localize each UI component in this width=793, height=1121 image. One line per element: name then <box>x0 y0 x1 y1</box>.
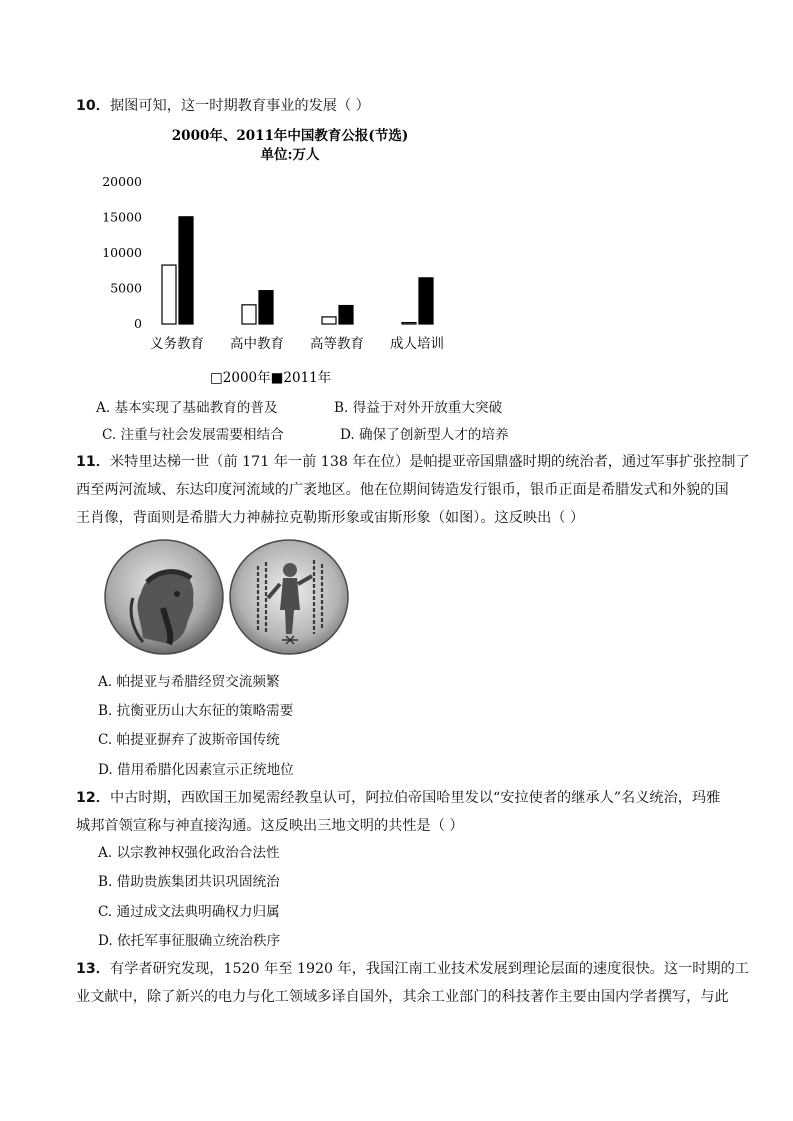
y-tick-label: 10000 <box>102 245 142 260</box>
q12-stem-line-1 <box>76 788 720 808</box>
q11-stem-text-1: 米特里达梯一世（前 171 年一前 138 年在位）是帕提亚帝国鼎盛时期的统治者，通过军事扩张控制了 <box>109 454 750 470</box>
y-tick-label: 0 <box>134 316 142 331</box>
q11-option-c[interactable]: C. 帕提亚摒弃了波斯帝国传统 <box>98 732 280 748</box>
bar-2011-3 <box>419 278 433 324</box>
legend-marker-0: □ <box>210 370 223 386</box>
q10-number: 10． <box>76 98 110 114</box>
bar-2011-2 <box>339 306 353 324</box>
y-tick-label: 5000 <box>110 280 142 296</box>
chart-title: 2000年、2011年中国教育公报(节选) <box>171 128 409 144</box>
bar-2011-1 <box>259 291 273 324</box>
q10-option-c[interactable]: C. 注重与社会发展需要相结合 <box>102 427 284 443</box>
x-category-label: 义务教育 <box>150 336 204 352</box>
q13-stem-text-1: 有学者研究发现，1520 年至 1920 年，我国江南工业技术发展到理论层面的速度很快。这一时期的工 <box>109 961 749 977</box>
q10-option-d[interactable]: D. 确保了创新型人才的培养 <box>340 427 509 443</box>
q13-stem-line-2: 业文献中，除了新兴的电力与化工领域多译自国外，其余工业部门的科技著作主要由国内学者撰写，与此 <box>76 989 729 1005</box>
q12-option-b[interactable]: B. 借助贵族集团共识巩固统治 <box>98 874 280 890</box>
legend-label-1: 2011年 <box>283 370 332 386</box>
x-category-label: 成人培训 <box>390 336 444 352</box>
legend-label-0: 2000年 <box>222 370 271 386</box>
bar-2000-2 <box>322 317 336 324</box>
q13-number: 13． <box>76 961 110 977</box>
coin-obverse-image <box>103 538 225 656</box>
q11-stem-line-2: 西至两河流域、东达印度河流域的广袤地区。他在位期间铸造发行银币，银币正面是希腊发式和外貌的国 <box>76 482 729 498</box>
q11-stem-line-1 <box>76 452 750 472</box>
q12-number: 12． <box>76 790 110 806</box>
q12-option-c[interactable]: C. 通过成文法典明确权力归属 <box>98 904 280 920</box>
chart-legend <box>210 369 331 386</box>
bar-2011-0 <box>179 217 193 324</box>
bar-2000-0 <box>162 265 176 324</box>
q11-option-a[interactable]: A. 帕提亚与希腊经贸交流频繁 <box>98 674 280 690</box>
q10-stem-text: 据图可知，这一时期教育事业的发展（ ） <box>109 98 370 114</box>
q11-stem-line-3: 王肖像，背面则是希腊大力神赫拉克勒斯形象或宙斯形象（如图）。这反映出（ ） <box>76 510 585 526</box>
y-tick-label: 15000 <box>102 209 142 225</box>
y-tick-label: 20000 <box>102 174 142 189</box>
bar-2000-3 <box>402 323 416 324</box>
q12-option-d[interactable]: D. 依托军事征服确立统治秩序 <box>98 933 281 949</box>
x-category-label: 高中教育 <box>230 336 284 352</box>
legend-marker-1: ■ <box>270 370 284 386</box>
q11-option-b[interactable]: B. 抗衡亚历山大东征的策略需要 <box>98 703 294 719</box>
q10-stem <box>76 96 370 116</box>
q11-number: 11． <box>76 454 110 470</box>
bar-2000-1 <box>242 305 256 324</box>
q13-stem-line-1 <box>76 959 749 979</box>
chart-svg <box>96 122 476 392</box>
q10-option-b[interactable]: B. 得益于对外开放重大突破 <box>334 400 503 416</box>
education-bar-chart <box>96 122 476 392</box>
q12-option-a[interactable]: A. 以宗教神权强化政治合法性 <box>98 845 280 861</box>
q12-stem-line-2: 城邦首领宣称与神直接沟通。这反映出三地文明的共性是（ ） <box>76 818 464 834</box>
x-category-label: 高等教育 <box>310 336 364 352</box>
coin-reverse-image <box>228 538 350 656</box>
chart-subtitle: 单位:万人 <box>260 147 320 163</box>
q12-stem-text-1: 中古时期，西欧国王加冕需经教皇认可，阿拉伯帝国哈里发以“安拉使者的继承人”名义统治，玛雅 <box>109 790 721 806</box>
q10-option-a[interactable]: A. 基本实现了基础教育的普及 <box>96 400 278 416</box>
q11-option-d[interactable]: D. 借用希腊化因素宣示正统地位 <box>98 762 294 778</box>
